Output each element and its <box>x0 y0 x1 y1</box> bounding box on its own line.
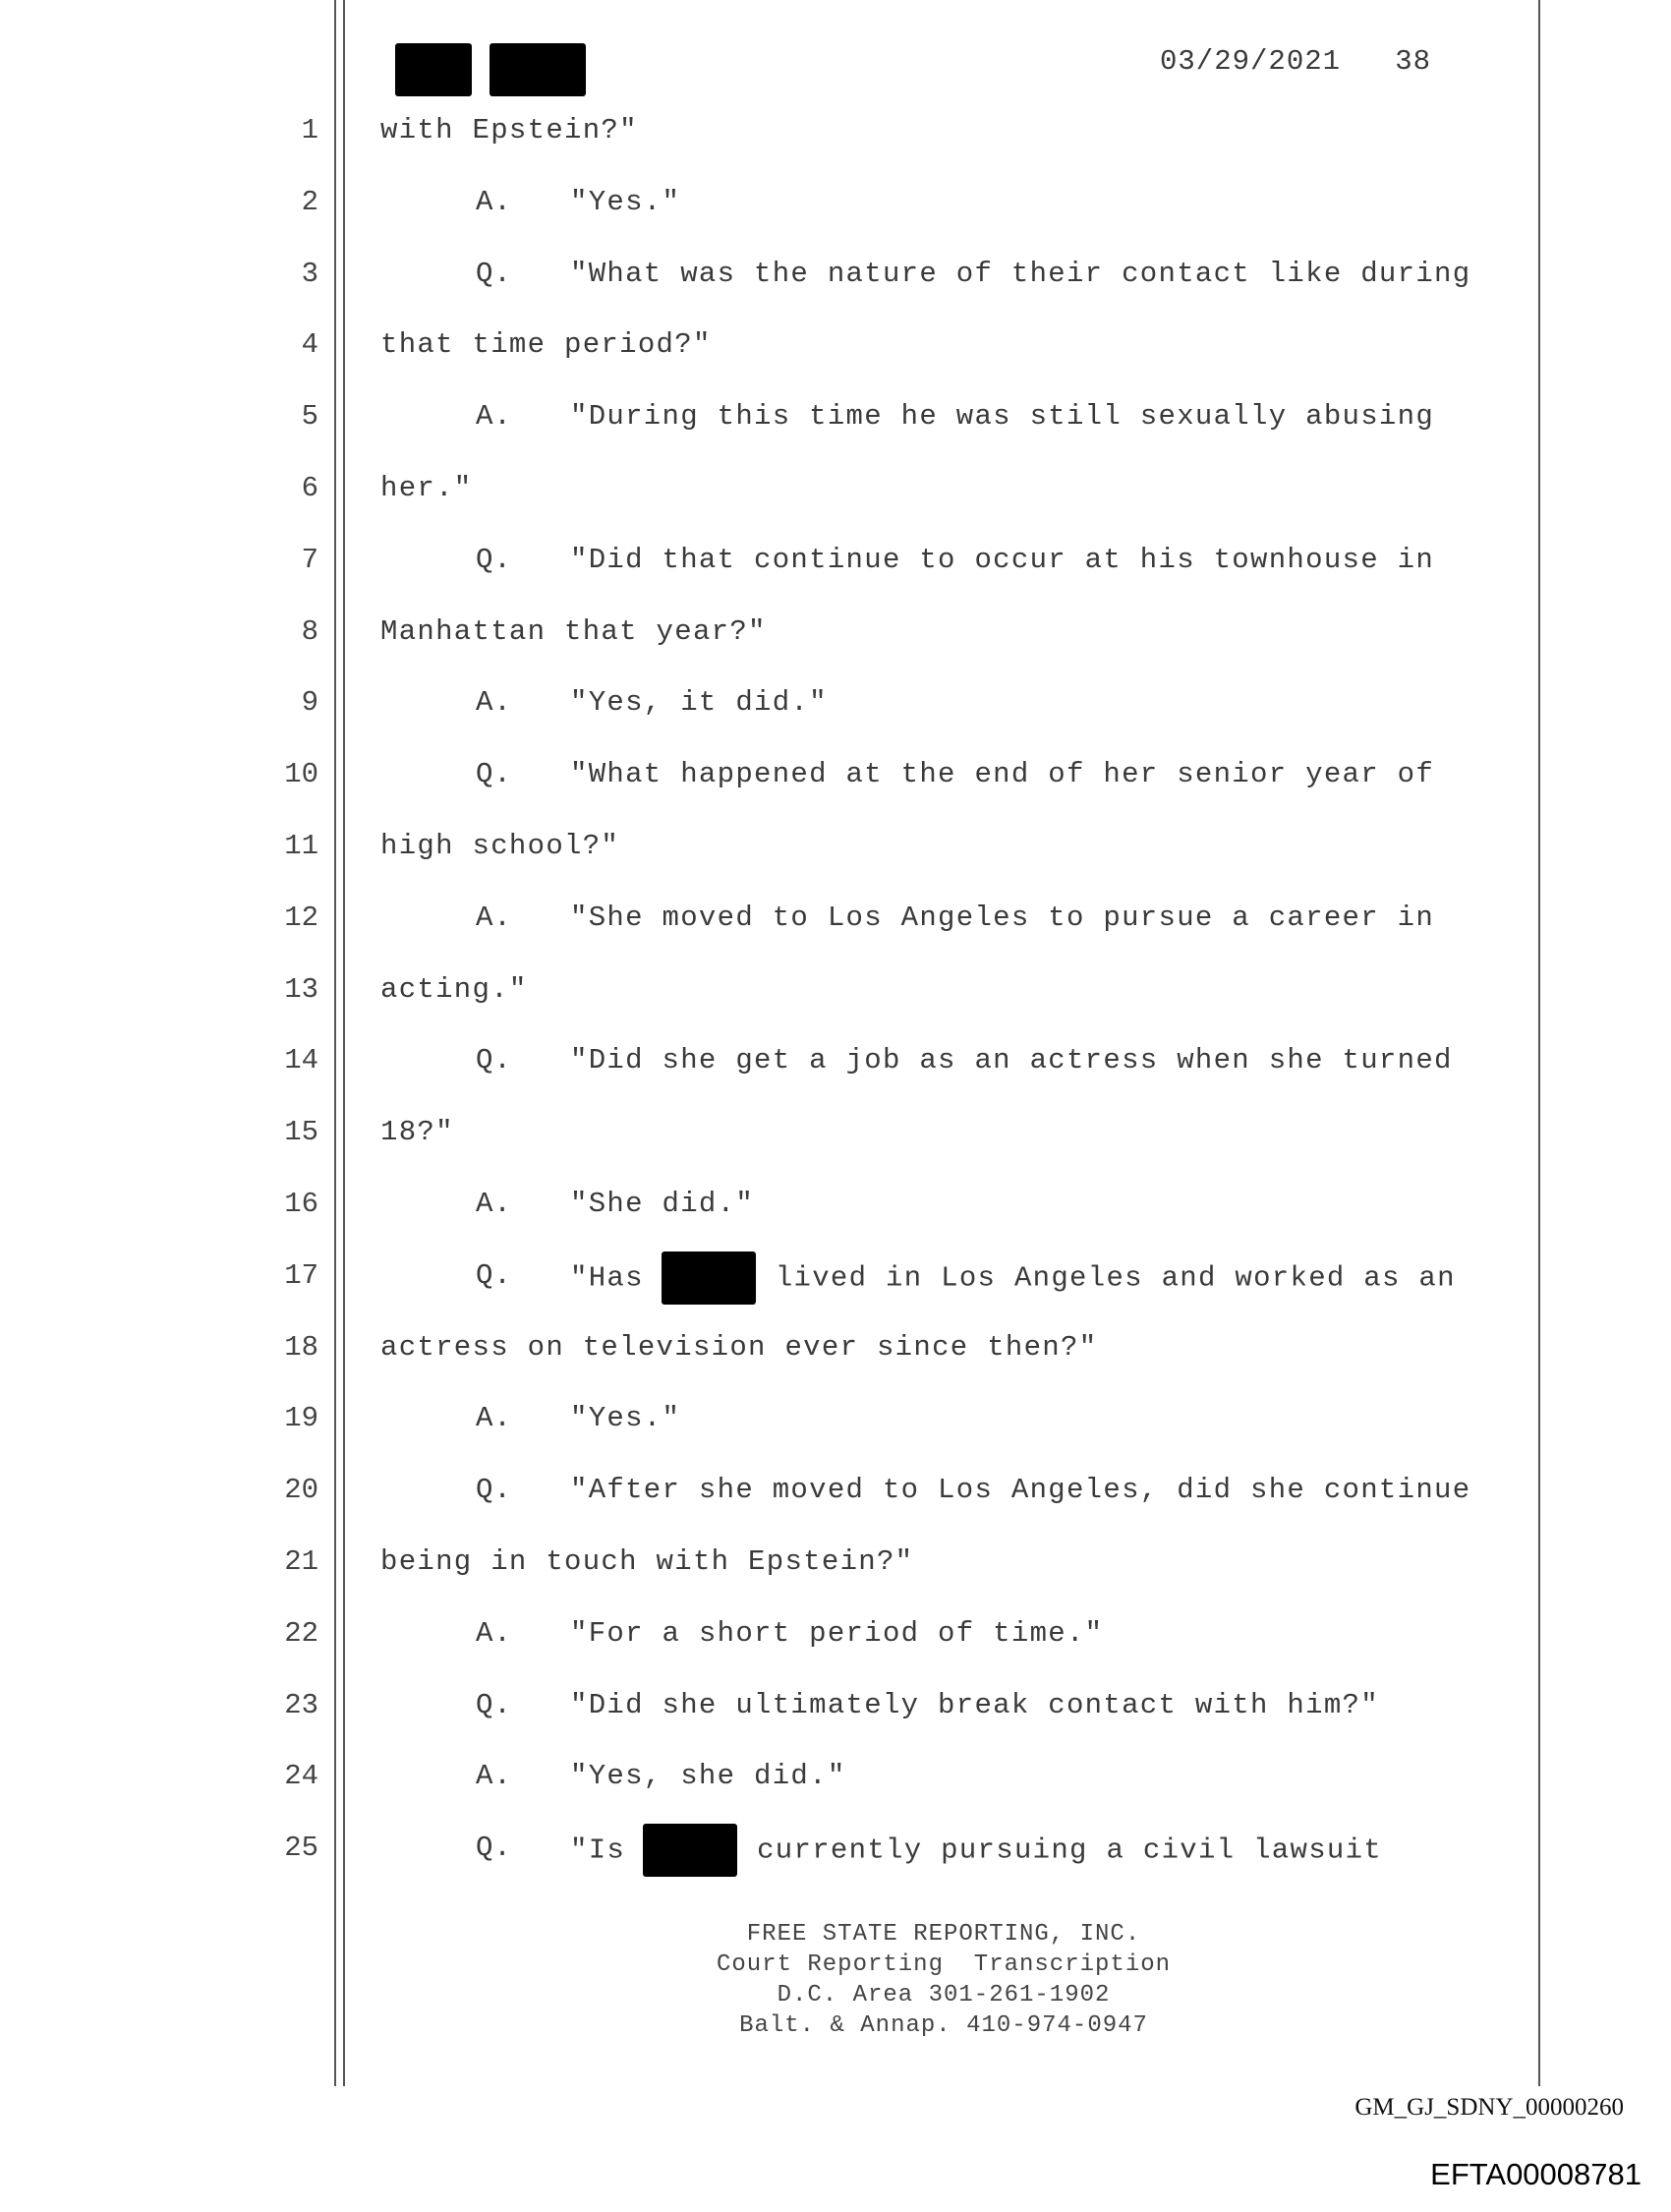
line-number: 25 <box>284 1832 318 1865</box>
transcript-line <box>0 472 1533 511</box>
line-text: high school?" <box>380 830 620 862</box>
line-number: 10 <box>284 758 318 791</box>
line-text: "She moved to Los Angeles to pursue a career in <box>570 901 1435 934</box>
footer-phone-balt: Balt. & Annap. 410-974-0947 <box>739 2012 1148 2039</box>
line-text: actress on television ever since then?" <box>380 1330 1098 1364</box>
transcript-line <box>0 1545 1533 1585</box>
line-number: 7 <box>301 543 318 576</box>
line-text: "Did she ultimately break contact with him?" <box>570 1688 1379 1721</box>
qa-label: Q. <box>476 1044 512 1077</box>
line-number: 4 <box>301 328 318 362</box>
transcript-line <box>0 615 1533 655</box>
transcript-line <box>0 1832 1533 1871</box>
page-header <box>1160 45 1431 78</box>
qa-label: A. <box>476 686 512 720</box>
transcript-line <box>0 1331 1533 1370</box>
name-redaction-box <box>643 1824 737 1877</box>
text-after-redaction: currently pursuing a civil lawsuit <box>757 1834 1383 1867</box>
footer-company: FREE STATE REPORTING, INC. <box>746 1921 1141 1948</box>
line-text: "During this time he was still sexually abusing <box>570 400 1435 434</box>
text-before-redaction: "Has <box>570 1261 644 1295</box>
efta-number: EFTA00008781 <box>1430 2157 1642 2191</box>
qa-label: A. <box>476 1188 512 1220</box>
line-number: 1 <box>301 114 318 146</box>
line-number: 11 <box>284 830 318 862</box>
qa-label: A. <box>476 1402 512 1435</box>
transcript-line <box>0 973 1533 1013</box>
line-text <box>570 1252 1456 1305</box>
transcript-line <box>0 114 1533 153</box>
qa-label: A. <box>476 1760 512 1793</box>
header-redaction-box <box>490 43 586 96</box>
bates-number: GM_GJ_SDNY_00000260 <box>1354 2094 1624 2121</box>
transcript-line <box>0 1474 1533 1513</box>
line-number: 18 <box>284 1330 318 1364</box>
line-number: 20 <box>284 1474 318 1507</box>
line-text: 18?" <box>380 1116 454 1149</box>
line-number: 6 <box>301 472 318 504</box>
transcript-line <box>0 1044 1533 1083</box>
transcript-line <box>0 400 1533 439</box>
qa-label: Q. <box>476 1688 512 1721</box>
line-number: 19 <box>284 1402 318 1435</box>
reporter-footer <box>550 1919 1337 2041</box>
qa-label: Q. <box>476 1474 512 1507</box>
line-number: 3 <box>301 257 318 290</box>
transcript-line <box>0 186 1533 225</box>
transcript-line <box>0 258 1533 297</box>
qa-label: Q. <box>476 1258 512 1292</box>
line-number: 24 <box>284 1760 318 1793</box>
text-after-redaction: lived in Los Angeles and worked as an <box>775 1261 1456 1295</box>
line-text: "Yes." <box>570 1402 681 1435</box>
line-number: 21 <box>284 1545 318 1578</box>
qa-label: A. <box>476 185 512 218</box>
line-number: 9 <box>301 686 318 720</box>
transcript-line <box>0 1188 1533 1227</box>
line-text: that time period?" <box>380 328 712 362</box>
header-page-number: 38 <box>1395 45 1432 78</box>
qa-label: Q. <box>476 543 512 576</box>
transcript-line <box>0 830 1533 869</box>
line-text: "What happened at the end of her senior year of <box>570 758 1435 791</box>
line-text: "She did." <box>570 1188 755 1220</box>
right-margin-rule <box>1538 0 1540 2086</box>
line-text: being in touch with Epstein?" <box>380 1545 914 1578</box>
transcript-line <box>0 1116 1533 1155</box>
header-redaction-box <box>395 43 472 96</box>
line-text: acting." <box>380 972 528 1006</box>
line-text: "For a short period of time." <box>570 1616 1104 1650</box>
line-text: "After she moved to Los Angeles, did she continue <box>570 1474 1471 1507</box>
line-text: "Yes." <box>570 185 681 218</box>
line-text: Manhattan that year?" <box>380 614 767 648</box>
transcript-line <box>0 1402 1533 1441</box>
qa-label: A. <box>476 1616 512 1650</box>
transcript-line <box>0 328 1533 368</box>
transcript-line <box>0 902 1533 941</box>
line-number: 23 <box>284 1688 318 1721</box>
footer-phone-dc: D.C. Area 301-261-1902 <box>777 1982 1111 2008</box>
qa-label: Q. <box>476 758 512 791</box>
qa-label: A. <box>476 901 512 934</box>
qa-label: Q. <box>476 1832 512 1865</box>
transcript-line <box>0 1760 1533 1799</box>
line-number: 13 <box>284 972 318 1006</box>
line-number: 22 <box>284 1616 318 1650</box>
line-text: "Yes, she did." <box>570 1760 846 1793</box>
line-number: 5 <box>301 400 318 434</box>
line-number: 16 <box>284 1188 318 1220</box>
line-text: "Yes, it did." <box>570 686 828 720</box>
footer-services: Court Reporting Transcription <box>716 1951 1172 1978</box>
line-number: 8 <box>301 614 318 648</box>
transcript-line <box>0 1617 1533 1657</box>
text-before-redaction: "Is <box>570 1834 626 1867</box>
line-text: her." <box>380 472 473 504</box>
line-number: 2 <box>301 185 318 218</box>
line-text: "What was the nature of their contact like during <box>570 257 1471 290</box>
transcript-line <box>0 544 1533 583</box>
qa-label: A. <box>476 400 512 434</box>
line-text <box>570 1824 1382 1877</box>
transcript-line <box>0 758 1533 797</box>
qa-label: Q. <box>476 257 512 290</box>
line-number: 14 <box>284 1044 318 1077</box>
name-redaction-box <box>662 1252 756 1305</box>
transcript-line <box>0 1689 1533 1728</box>
header-date: 03/29/2021 <box>1160 45 1342 78</box>
transcript-line <box>0 1259 1533 1299</box>
transcript-line <box>0 686 1533 726</box>
line-number: 12 <box>284 901 318 934</box>
line-text: "Did she get a job as an actress when she turned <box>570 1044 1453 1077</box>
line-number: 15 <box>284 1116 318 1149</box>
line-text: "Did that continue to occur at his townhouse in <box>570 543 1435 576</box>
line-number: 17 <box>284 1258 318 1292</box>
line-text: with Epstein?" <box>380 114 638 146</box>
